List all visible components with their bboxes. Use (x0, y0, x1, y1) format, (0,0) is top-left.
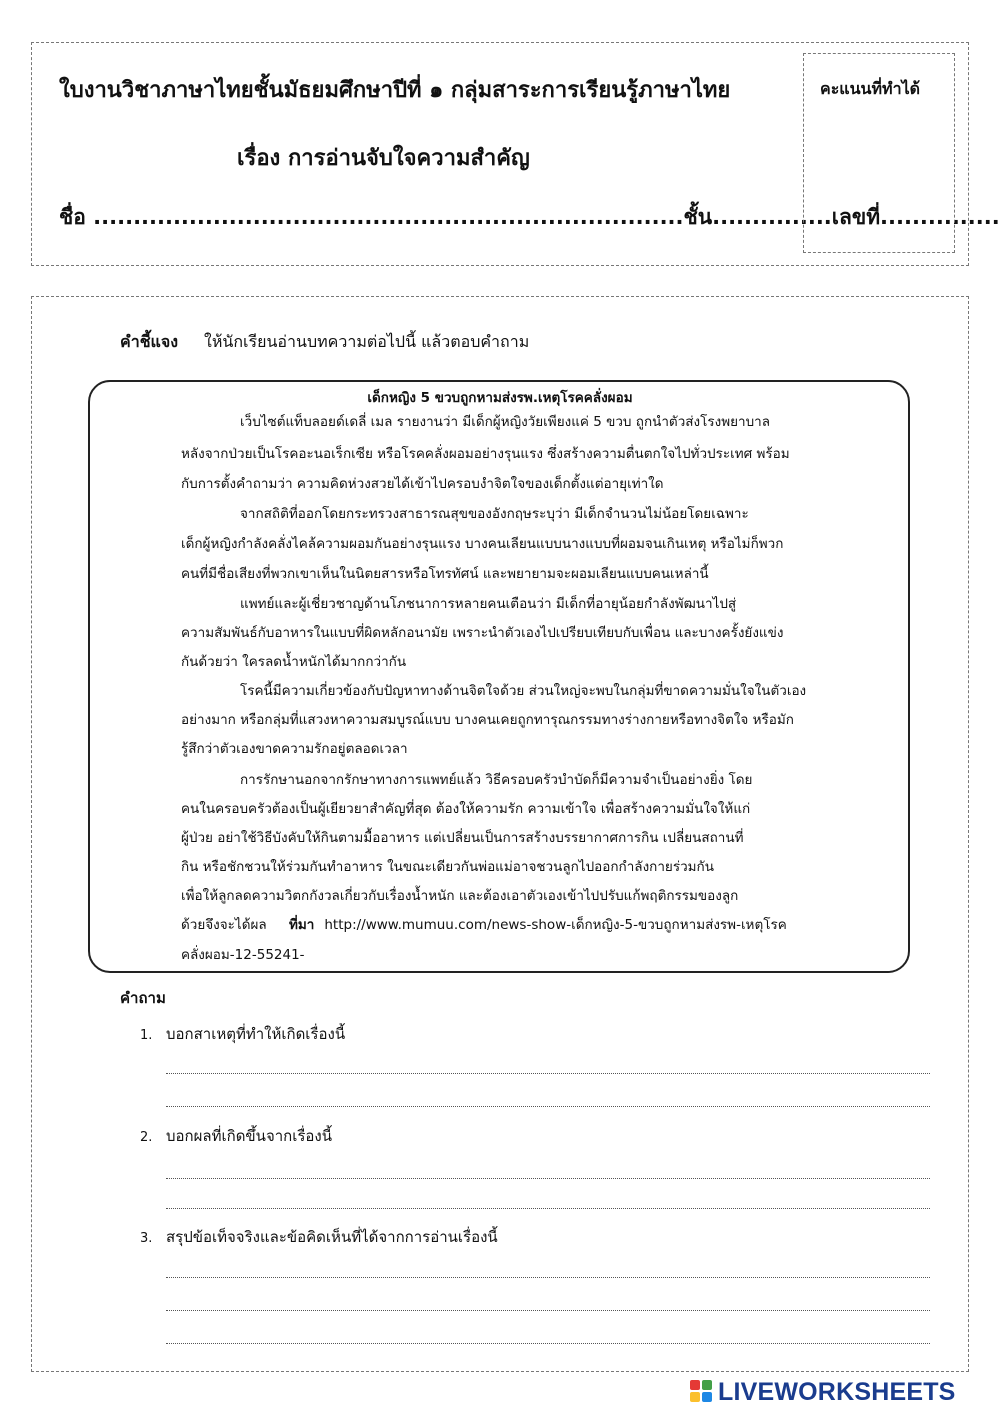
question-number: 2. (140, 1130, 153, 1145)
article-line: โรคนี้มีความเกี่ยวข้องกับปัญหาทางด้านจิตใจด้วย ส่วนใหญ่จะพบในกลุ่มที่ขาดความมั่นใจในตัวเอง (240, 683, 807, 699)
article-line: คนในครอบครัวต้องเป็นผู้เยียวยาสำคัญที่สุด ต้องให้ความรัก ความเข้าใจ เพื่อสร้างความมั่นใจให้แก่ (181, 801, 751, 817)
instruction-text: ให้นักเรียนอ่านบทความต่อไปนี้ แล้วตอบคำถาม (204, 332, 530, 351)
answer-line[interactable] (166, 1073, 930, 1074)
score-label: คะแนนที่ทำได้ (820, 79, 920, 98)
article-line: รู้สึกว่าตัวเองขาดความรักอยู่ตลอดเวลา (181, 741, 408, 757)
article-line: หลังจากป่วยเป็นโรคอะนอเร็กเซีย หรือโรคคลั่งผอมอย่างรุนแรง ซึ่งสร้างความตื่นตกใจไปทั่วประเทศ พร้อม (181, 446, 790, 462)
question-2 (140, 1124, 332, 1148)
question-text: สรุปข้อเท็จจริงและข้อคิดเห็นที่ได้จากการอ่านเรื่องนี้ (166, 1228, 498, 1246)
question-text: บอกผลที่เกิดขึ้นจากเรื่องนี้ (166, 1127, 333, 1145)
liveworksheets-logo-icon (690, 1380, 714, 1406)
article-line: เว็บไซต์แท็บลอยด์เดลี่ เมล รายงานว่า มีเด็กผู้หญิงวัยเพียงแค่ 5 ขวบ ถูกนำตัวส่งโรงพยาบาล (240, 414, 771, 430)
article-line: อย่างมาก หรือกลุ่มที่แสวงหาความสมบูรณ์แบบ บางคนเคยถูกทารุณกรรมทางร่างกายหรือทางจิตใจ หรือมัก (181, 712, 794, 728)
article-line: จากสถิติที่ออกโดยกระทรวงสาธารณสุขของอังกฤษระบุว่า มีเด็กจำนวนไม่น้อยโดยเฉพาะ (240, 506, 749, 522)
question-text: บอกสาเหตุที่ทำให้เกิดเรื่องนี้ (166, 1025, 346, 1043)
instruction-label: คำชี้แจง (120, 332, 179, 351)
answer-line[interactable] (166, 1343, 930, 1344)
answer-line[interactable] (166, 1178, 930, 1179)
answer-line[interactable] (166, 1208, 930, 1209)
source-label: ที่มา (288, 917, 315, 933)
article-line: เพื่อให้ลูกลดความวิตกกังวลเกี่ยวกับเรื่องน้ำหนัก และต้องเอาตัวเองเข้าไปปรับแก้พฤติกรรมของลูก (181, 888, 739, 904)
worksheet-subtitle: เรื่อง การอ่านจับใจความสำคัญ (237, 146, 530, 171)
question-number: 3. (140, 1231, 153, 1246)
source-url-continued: คลั่งผอม-12-55241- (181, 947, 305, 963)
source-url: http://www.mumuu.com/news-show-เด็กหญิง-5-ขวบถูกหามส่งรพ-เหตุโรค (324, 917, 787, 933)
answer-line[interactable] (166, 1310, 930, 1311)
article-line: คนที่มีชื่อเสียงที่พวกเขาเห็นในนิตยสารหรือโทรทัศน์ และพยายามจะผอมเลียนแบบคนเหล่านี้ (181, 566, 709, 582)
article-line: กับการตั้งคำถามว่า ความคิดห่วงสวยได้เข้าไปครอบงำจิตใจของเด็กตั้งแต่อายุเท่าใด (181, 476, 664, 492)
question-1 (140, 1022, 345, 1046)
worksheet-title: ใบงานวิชาภาษาไทยชั้นมัธยมศึกษาปีที่ ๑ กลุ่มสาระการเรียนรู้ภาษาไทย (59, 78, 731, 103)
instruction (120, 330, 529, 355)
article-line: การรักษานอกจากรักษาทางการแพทย์แล้ว วิธีครอบครัวบำบัดก็มีความจำเป็นอย่างยิ่ง โดย (240, 772, 753, 788)
article-line: กิน หรือชักชวนให้ร่วมกันทำอาหาร ในขณะเดียวกันพ่อแม่อาจชวนลูกไปออกกำลังกายร่วมกัน (181, 859, 714, 875)
article-source-line (181, 916, 787, 934)
article-line: กันด้วยว่า ใครลดน้ำหนักได้มากกว่ากัน (181, 654, 407, 670)
article-line: แพทย์และผู้เชี่ยวชาญด้านโภชนาการหลายคนเตือนว่า มีเด็กที่อายุน้อยกำลังพัฒนาไปสู่ (240, 596, 737, 612)
questions-heading: คำถาม (120, 989, 166, 1007)
question-3 (140, 1225, 498, 1249)
answer-line[interactable] (166, 1277, 930, 1278)
logo-text: LIVEWORKSHEETS (718, 1378, 956, 1406)
article-line: ผู้ป่วย อย่าใช้วิธีบังคับให้กินตามมื้ออาหาร แต่เปลี่ยนเป็นการสร้างบรรยากาศการกิน เปลี่ยนสถานที่ (181, 830, 744, 846)
article-title: เด็กหญิง 5 ขวบถูกหามส่งรพ.เหตุโรคคลั่งผอม (367, 390, 633, 406)
article-line: เด็กผู้หญิงกำลังคลั่งไคล้ความผอมกันอย่างรุนแรง บางคนเลียนแบบนางแบบที่ผอมจนเกินเหตุ หรือไม่ก็พวก (181, 536, 784, 552)
article-line: ความสัมพันธ์กับอาหารในแบบที่ผิดหลักอนามัย เพราะนำตัวเองไปเปรียบเทียบกับเพื่อน และบางครั้งยังแข่ง (181, 625, 784, 641)
student-info-line: ชื่อ ..........................................................................ชั้น...............เลขที่............... (59, 205, 1000, 229)
question-number: 1. (140, 1028, 153, 1043)
article-line-end: ด้วยจึงจะได้ผล (181, 917, 267, 933)
answer-line[interactable] (166, 1106, 930, 1107)
liveworksheets-logo (690, 1378, 956, 1408)
article-box (88, 380, 910, 973)
